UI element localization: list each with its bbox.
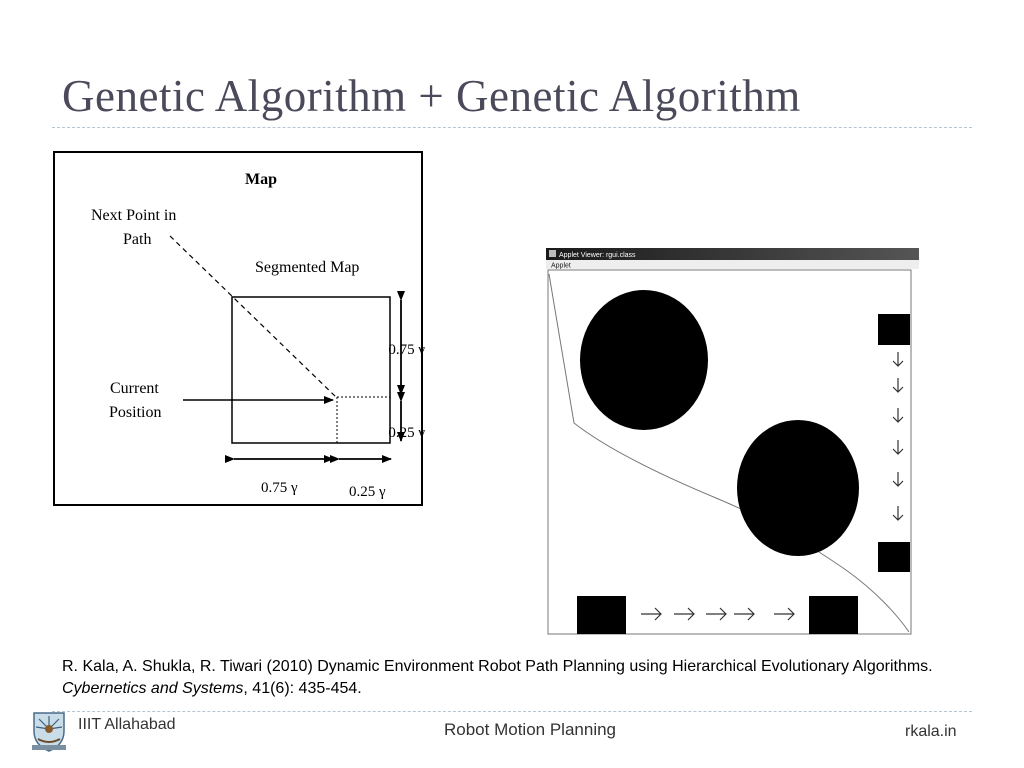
dim-label-vertical-025: 0.25 γ	[388, 425, 425, 441]
current-position-label-2: Position	[109, 404, 162, 421]
institute-logo	[26, 707, 72, 753]
circular-obstacle-lower	[737, 420, 859, 556]
slide-title: Genetic Algorithm + Genetic Algorithm	[62, 71, 801, 121]
next-point-label: Next Point in	[91, 207, 177, 224]
next-point-label-2: Path	[123, 231, 152, 248]
citation-journal: Cybernetics and Systems	[62, 680, 244, 697]
footer-course-title: Robot Motion Planning	[444, 720, 617, 739]
current-position-label: Current	[110, 380, 159, 397]
moving-obstacle-mid-right	[878, 542, 910, 572]
moving-obstacle-bottom-left	[577, 596, 626, 634]
segmented-map-diagram	[53, 151, 425, 509]
footer-divider	[52, 711, 972, 712]
circular-obstacle-large	[580, 290, 708, 430]
citation-details: , 41(6): 435-454.	[243, 680, 362, 697]
citation-text: R. Kala, A. Shukla, R. Tiwari (2010) Dynamic Environment Robot Path Planning using Hierarchical Evolutionary Algorithms.	[62, 658, 933, 675]
reference-citation	[62, 656, 982, 700]
map-border	[54, 152, 422, 505]
applet-window-title: Applet Viewer: rgui.class	[559, 252, 636, 259]
footer-institute: IIIT Allahabad	[78, 716, 176, 733]
segmented-map-label: Segmented Map	[255, 259, 360, 276]
applet-menubar	[546, 260, 919, 269]
title-divider	[52, 127, 972, 128]
map-heading: Map	[245, 171, 277, 188]
applet-simulation-screenshot	[546, 248, 920, 636]
moving-obstacle-top-right	[878, 314, 910, 345]
footer-website: rkala.in	[905, 723, 957, 740]
applet-menu[interactable]: Applet	[551, 262, 571, 270]
moving-obstacle-bottom-right	[809, 596, 858, 634]
dim-label-horizontal-025: 0.25 γ	[349, 484, 386, 500]
dim-label-vertical-075: 0.75 γ	[388, 342, 425, 358]
dim-label-horizontal-075: 0.75 γ	[261, 480, 298, 496]
applet-window-icon	[549, 250, 556, 257]
